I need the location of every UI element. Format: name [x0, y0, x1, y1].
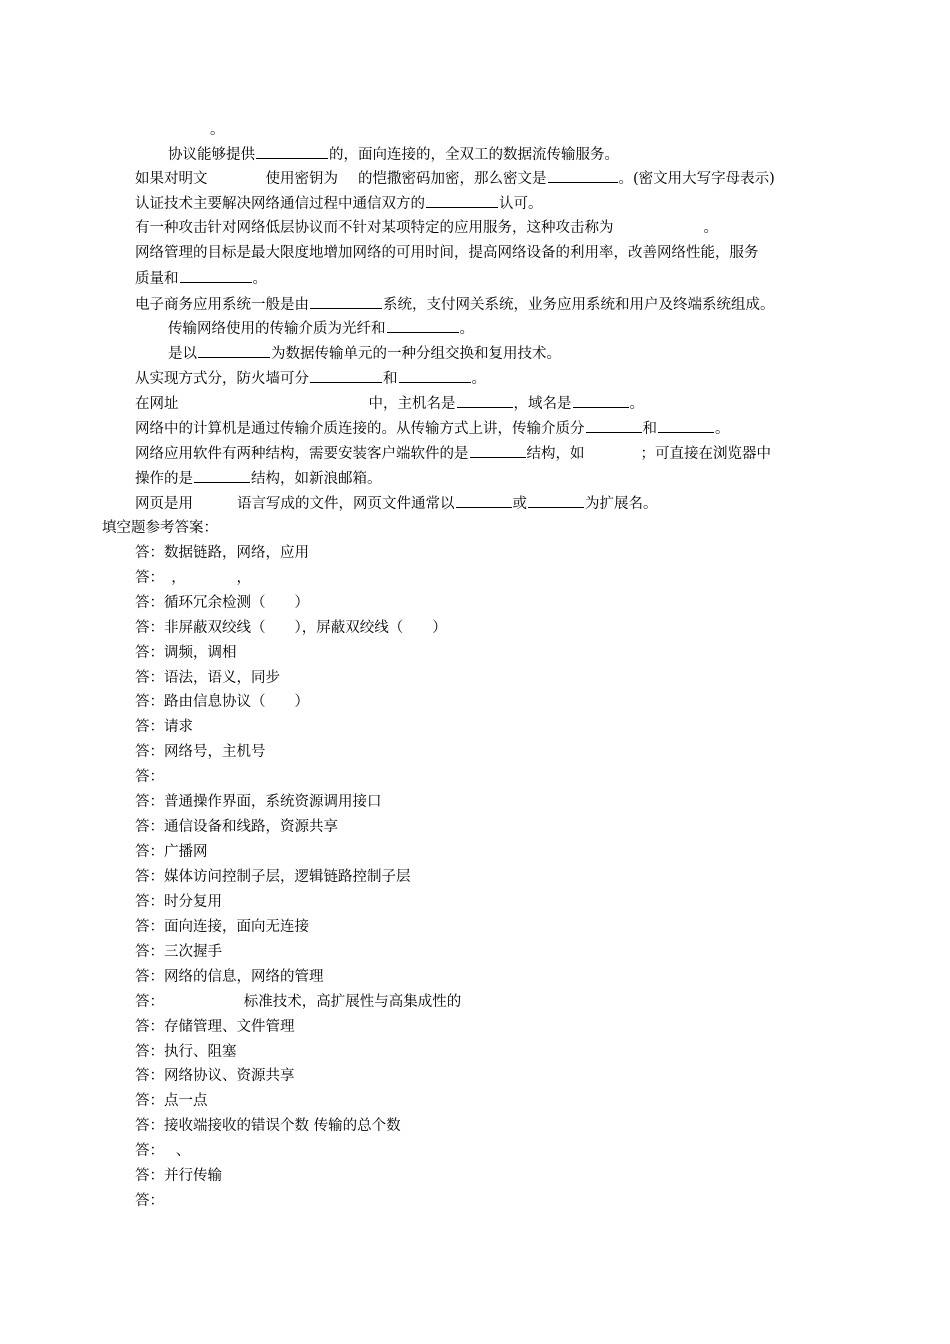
answer-blank — [658, 418, 714, 433]
answer-line: 答：循环冗余检测（ ） — [135, 595, 309, 611]
answer-line: 答： — [135, 1193, 164, 1209]
answer-blank — [310, 368, 382, 383]
answer-blank — [470, 443, 526, 458]
question-5: 网络管理的目标是最大限度地增加网络的可用时间，提高网络设备的利用率，改善网络性能，服务 — [135, 245, 759, 261]
answer-blank — [573, 393, 629, 408]
answer-line: 答： 、 — [135, 1143, 191, 1159]
answer-blank — [426, 193, 498, 208]
answer-line: 答：路由信息协议（ ） — [135, 694, 309, 710]
answer-line: 答：请求 — [135, 719, 193, 735]
answer-line: 答：点一点 — [135, 1093, 208, 1109]
answer-line: 答：存储管理、文件管理 — [135, 1019, 295, 1035]
answer-blank — [387, 318, 459, 333]
question-9: 从实现方式分，防火墙可分 和 。 — [135, 368, 486, 388]
question-7: 传输网络使用的传输介质为光纤和 。 — [168, 318, 474, 338]
question-3: 认证技术主要解决网络通信过程中通信双方的 认可。 — [135, 193, 543, 213]
answer-line: 答：网络号，主机号 — [135, 744, 266, 760]
answer-blank — [528, 493, 584, 508]
answer-blank — [198, 343, 270, 358]
question-12-continued: 操作的是 结构，如新浪邮箱。 — [135, 468, 382, 488]
answer-line: 答： — [135, 769, 164, 785]
answer-line: 答：网络协议、资源共享 — [135, 1068, 295, 1084]
answer-line: 答： ， ， — [135, 570, 251, 586]
question-10: 在网址 中，主机名是 ，域名是 。 — [135, 393, 644, 413]
answers-heading: 填空题参考答案： — [102, 520, 218, 536]
answer-line: 答：面向连接，面向无连接 — [135, 919, 309, 935]
answer-line: 答：执行、阻塞 — [135, 1044, 237, 1060]
question-fragment: 。 — [210, 122, 225, 138]
question-11: 网络中的计算机是通过传输介质连接的。从传输方式上讲，传输介质分 和 。 — [135, 418, 730, 438]
question-8: 是以 为数据传输单元的一种分组交换和复用技术。 — [168, 343, 561, 363]
answer-blank — [256, 144, 328, 159]
question-4: 有一种攻击针对网络低层协议而不针对某项特定的应用服务，这种攻击称为 。 — [135, 220, 718, 236]
answer-line: 答：广播网 — [135, 844, 208, 860]
answer-blank — [194, 468, 250, 483]
question-5-continued: 质量和 。 — [135, 268, 267, 288]
answer-line: 答： 标准技术，高扩展性与高集成性的 — [135, 994, 462, 1010]
answer-line: 答：普通操作界面，系统资源调用接口 — [135, 794, 382, 810]
answer-line: 答：接收端接收的错误个数 传输的总个数 — [135, 1118, 401, 1134]
answer-blank — [310, 294, 382, 309]
answer-line: 答：调频，调相 — [135, 645, 237, 661]
answer-line: 答：并行传输 — [135, 1168, 222, 1184]
answer-line: 答：非屏蔽双绞线（ ），屏蔽双绞线（ ） — [135, 620, 447, 636]
question-13: 网页是用 语言写成的文件，网页文件通常以 或 为扩展名。 — [135, 493, 658, 513]
question-2: 如果对明文 使用密钥为 的恺撒密码加密，那么密文是 。(密文用大写字母表示) — [135, 168, 775, 188]
answer-blank — [586, 418, 642, 433]
question-1: 协议能够提供 的，面向连接的，全双工的数据流传输服务。 — [168, 144, 619, 164]
answer-line: 答：网络的信息，网络的管理 — [135, 969, 324, 985]
answer-blank — [457, 393, 513, 408]
answer-line: 答：语法，语义，同步 — [135, 670, 280, 686]
question-6: 电子商务应用系统一般是由 系统，支付网关系统，业务应用系统和用户及终端系统组成。 — [135, 294, 775, 314]
answer-blank — [548, 168, 618, 183]
answer-line: 答：数据链路，网络，应用 — [135, 545, 309, 561]
answer-line: 答：三次握手 — [135, 944, 222, 960]
answer-line: 答：时分复用 — [135, 894, 222, 910]
answer-blank — [180, 268, 252, 283]
answer-line: 答：通信设备和线路，资源共享 — [135, 819, 338, 835]
answer-blank — [399, 368, 471, 383]
answer-line: 答：媒体访问控制子层，逻辑链路控制子层 — [135, 869, 411, 885]
question-12: 网络应用软件有两种结构，需要安装客户端软件的是 结构，如 ；可直接在浏览器中 — [135, 443, 771, 463]
answer-blank — [456, 493, 512, 508]
